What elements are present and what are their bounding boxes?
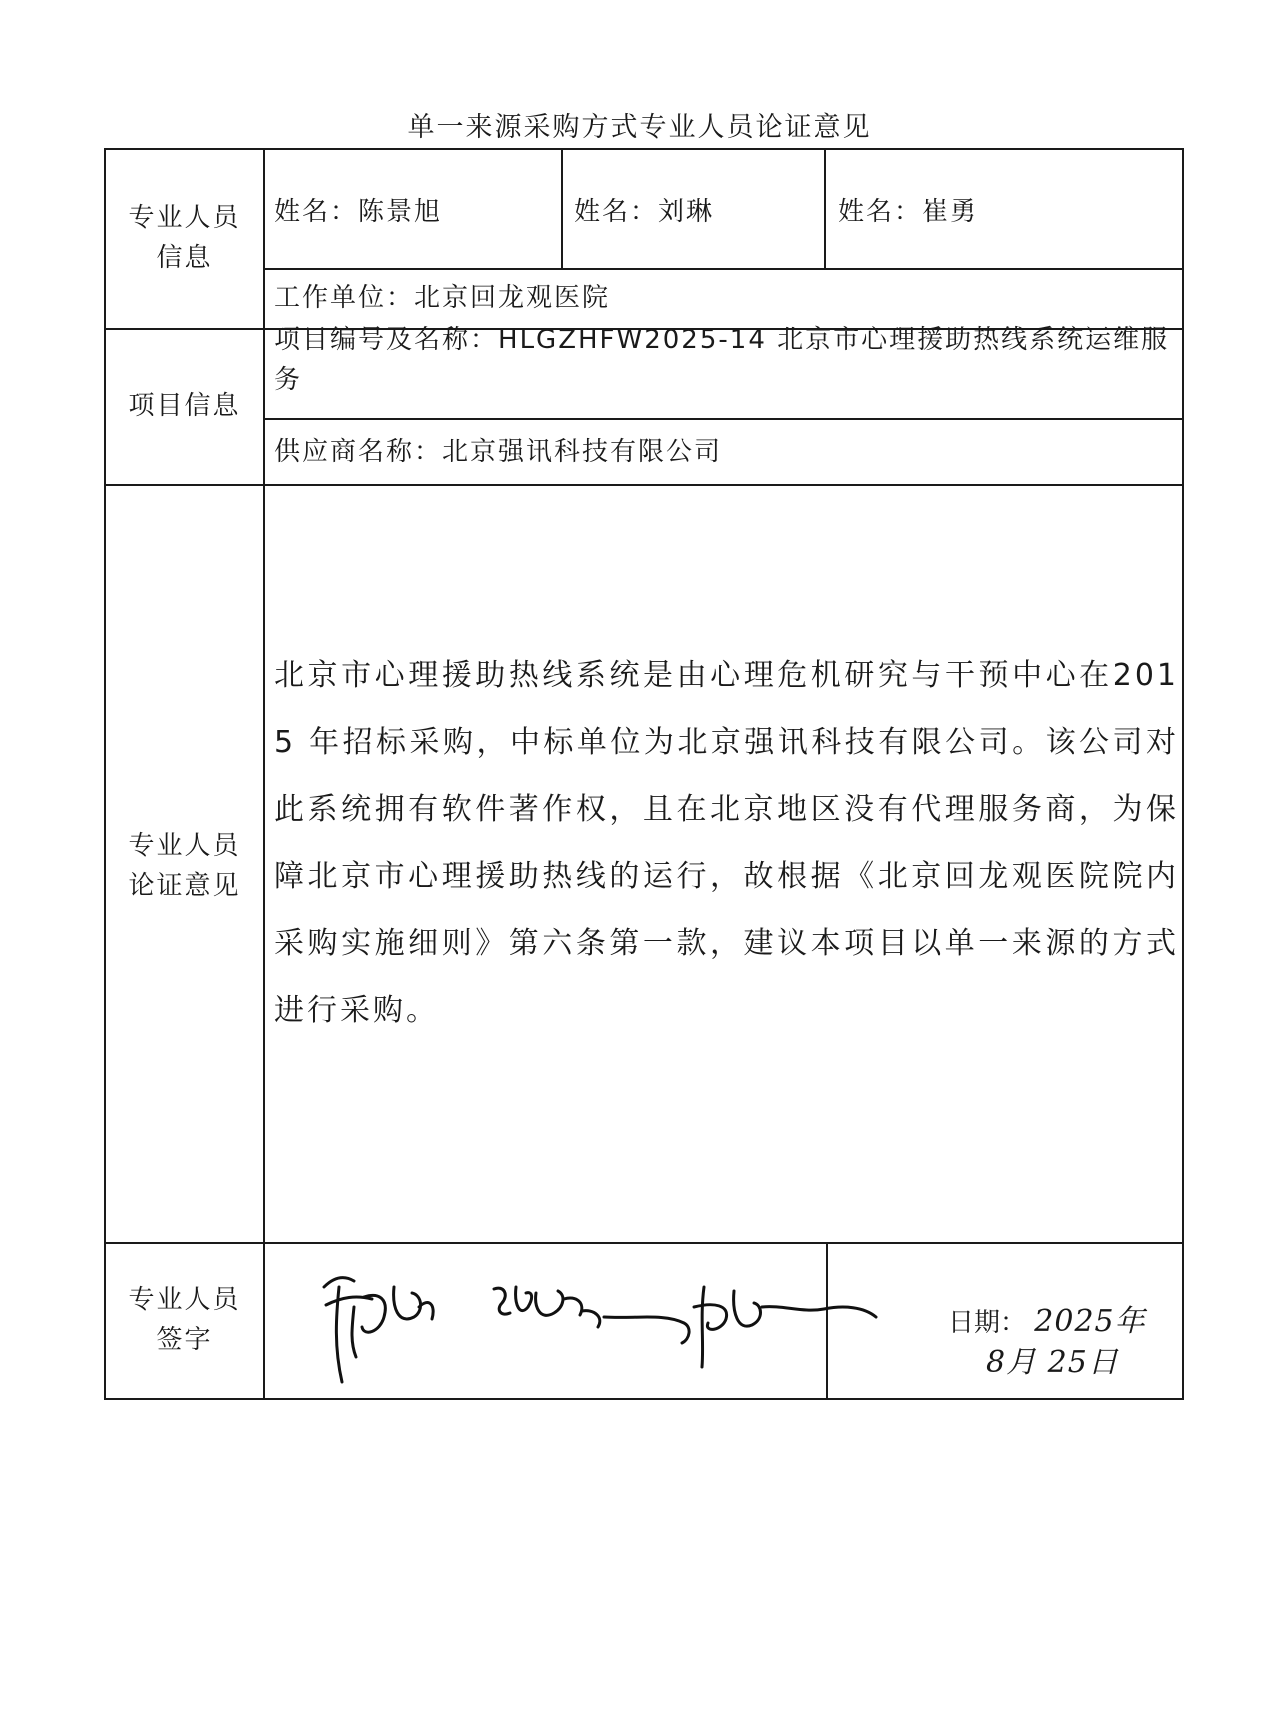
expert-2-name-label: 姓名：	[574, 197, 659, 227]
date-year: 2025年	[1034, 1304, 1146, 1339]
signature-section-label	[106, 1280, 263, 1360]
signature-1	[324, 1278, 433, 1382]
row-divider-project-end	[106, 484, 1182, 486]
expert-column-divider-2	[824, 150, 826, 268]
expert-1-name-label: 姓名：	[274, 197, 359, 227]
signature-2	[494, 1287, 689, 1343]
supplier-value: 北京强讯科技有限公司	[442, 437, 723, 467]
signature-date	[948, 1302, 1182, 1384]
supplier	[274, 432, 722, 472]
row-divider-opinion-end	[106, 1242, 1182, 1244]
expert-2	[574, 192, 714, 232]
workplace-value: 北京回龙观医院	[414, 283, 611, 313]
experts-section-label	[106, 198, 263, 278]
expert-2-name: 刘琳	[658, 197, 715, 227]
row-divider-expert-names	[263, 268, 1182, 270]
date-label: 日期：	[948, 1308, 1027, 1338]
project-section-label	[106, 386, 263, 426]
document-title: 单一来源采购方式专业人员论证意见	[407, 112, 872, 143]
expert-1	[274, 192, 442, 232]
project-label-text: 项目信息	[128, 391, 241, 421]
project-value: HLGZHFW2025-14 北京市心理援助热线系统运维服务	[274, 325, 1170, 395]
expert-column-divider-1	[561, 150, 563, 268]
opinion-section-label	[106, 826, 263, 906]
opinion-text: 北京市心理援助热线系统是由心理危机研究与干预中心在2015 年招标采购，中标单位为北京强讯科技有限公司。该公司对此系统拥有软件著作权，且在北京地区没有代理服务商，为保障北京市心理援助热线的运行，故根据《北京回龙观医院院内采购实施细则》第六条第一款，建议本项目以单一来源的方式进行采购。	[274, 658, 1179, 1028]
row-divider-project	[263, 418, 1182, 420]
signature-label-text: 专业人员签字	[128, 1285, 241, 1355]
workplace	[274, 278, 610, 318]
expert-1-name: 陈景旭	[358, 197, 443, 227]
signature-3	[694, 1287, 876, 1367]
experts-label-text: 专业人员信息	[128, 203, 241, 273]
date-day: 25日	[1047, 1345, 1119, 1380]
form-table	[104, 148, 1184, 1400]
supplier-label: 供应商名称：	[274, 437, 443, 467]
expert-3-name: 崔勇	[922, 197, 979, 227]
project-number-and-name	[274, 320, 1174, 400]
label-column-divider	[263, 150, 265, 1398]
handwritten-signatures	[264, 1247, 932, 1397]
opinion-label-text: 专业人员论证意见	[128, 831, 241, 901]
workplace-label: 工作单位：	[274, 283, 415, 313]
expert-3	[838, 192, 978, 232]
expert-3-name-label: 姓名：	[838, 197, 923, 227]
date-month: 8月	[986, 1345, 1038, 1380]
project-label: 项目编号及名称：	[274, 325, 499, 355]
